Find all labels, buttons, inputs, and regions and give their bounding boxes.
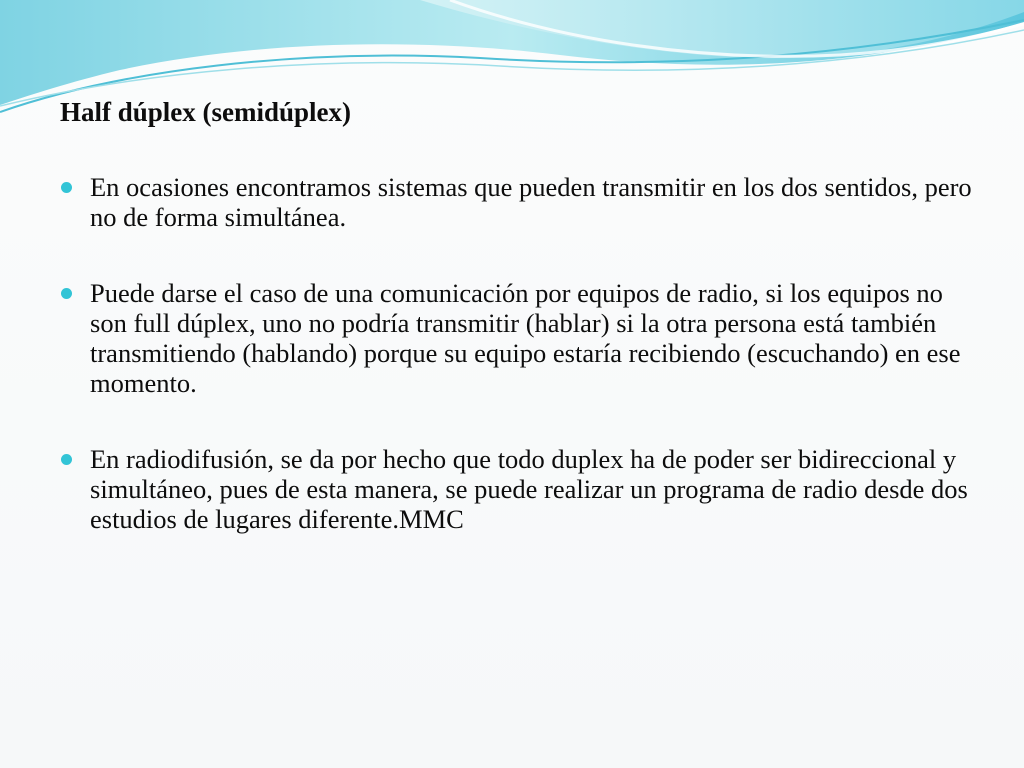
- list-item: [60, 444, 980, 534]
- bullet-dot-icon: [61, 182, 72, 193]
- bullet-dot-icon: [61, 288, 72, 299]
- list-item: [60, 172, 980, 232]
- bullet-dot-icon: [61, 454, 72, 465]
- list-item: [60, 278, 980, 398]
- bullet-text: Puede darse el caso de una comunicación por equipos de radio, si los equipos no son full dúplex, uno no podría transmitir (hablar) si la otra persona está también transmitiendo (hablando) porque su equipo estaría recibiendo (escuchando) en ese momento.: [90, 278, 961, 398]
- bullet-text: En ocasiones encontramos sistemas que pueden transmitir en los dos sentidos, pero no de forma simultánea.: [90, 172, 972, 232]
- slide-title: Half dúplex (semidúplex): [60, 97, 352, 127]
- bullet-list: [60, 172, 980, 580]
- bullet-text: En radiodifusión, se da por hecho que todo duplex ha de poder ser bidireccional y simultáneo, pues de esta manera, se puede realizar un programa de radio desde dos estudios de lugares diferente.MMC: [90, 444, 968, 534]
